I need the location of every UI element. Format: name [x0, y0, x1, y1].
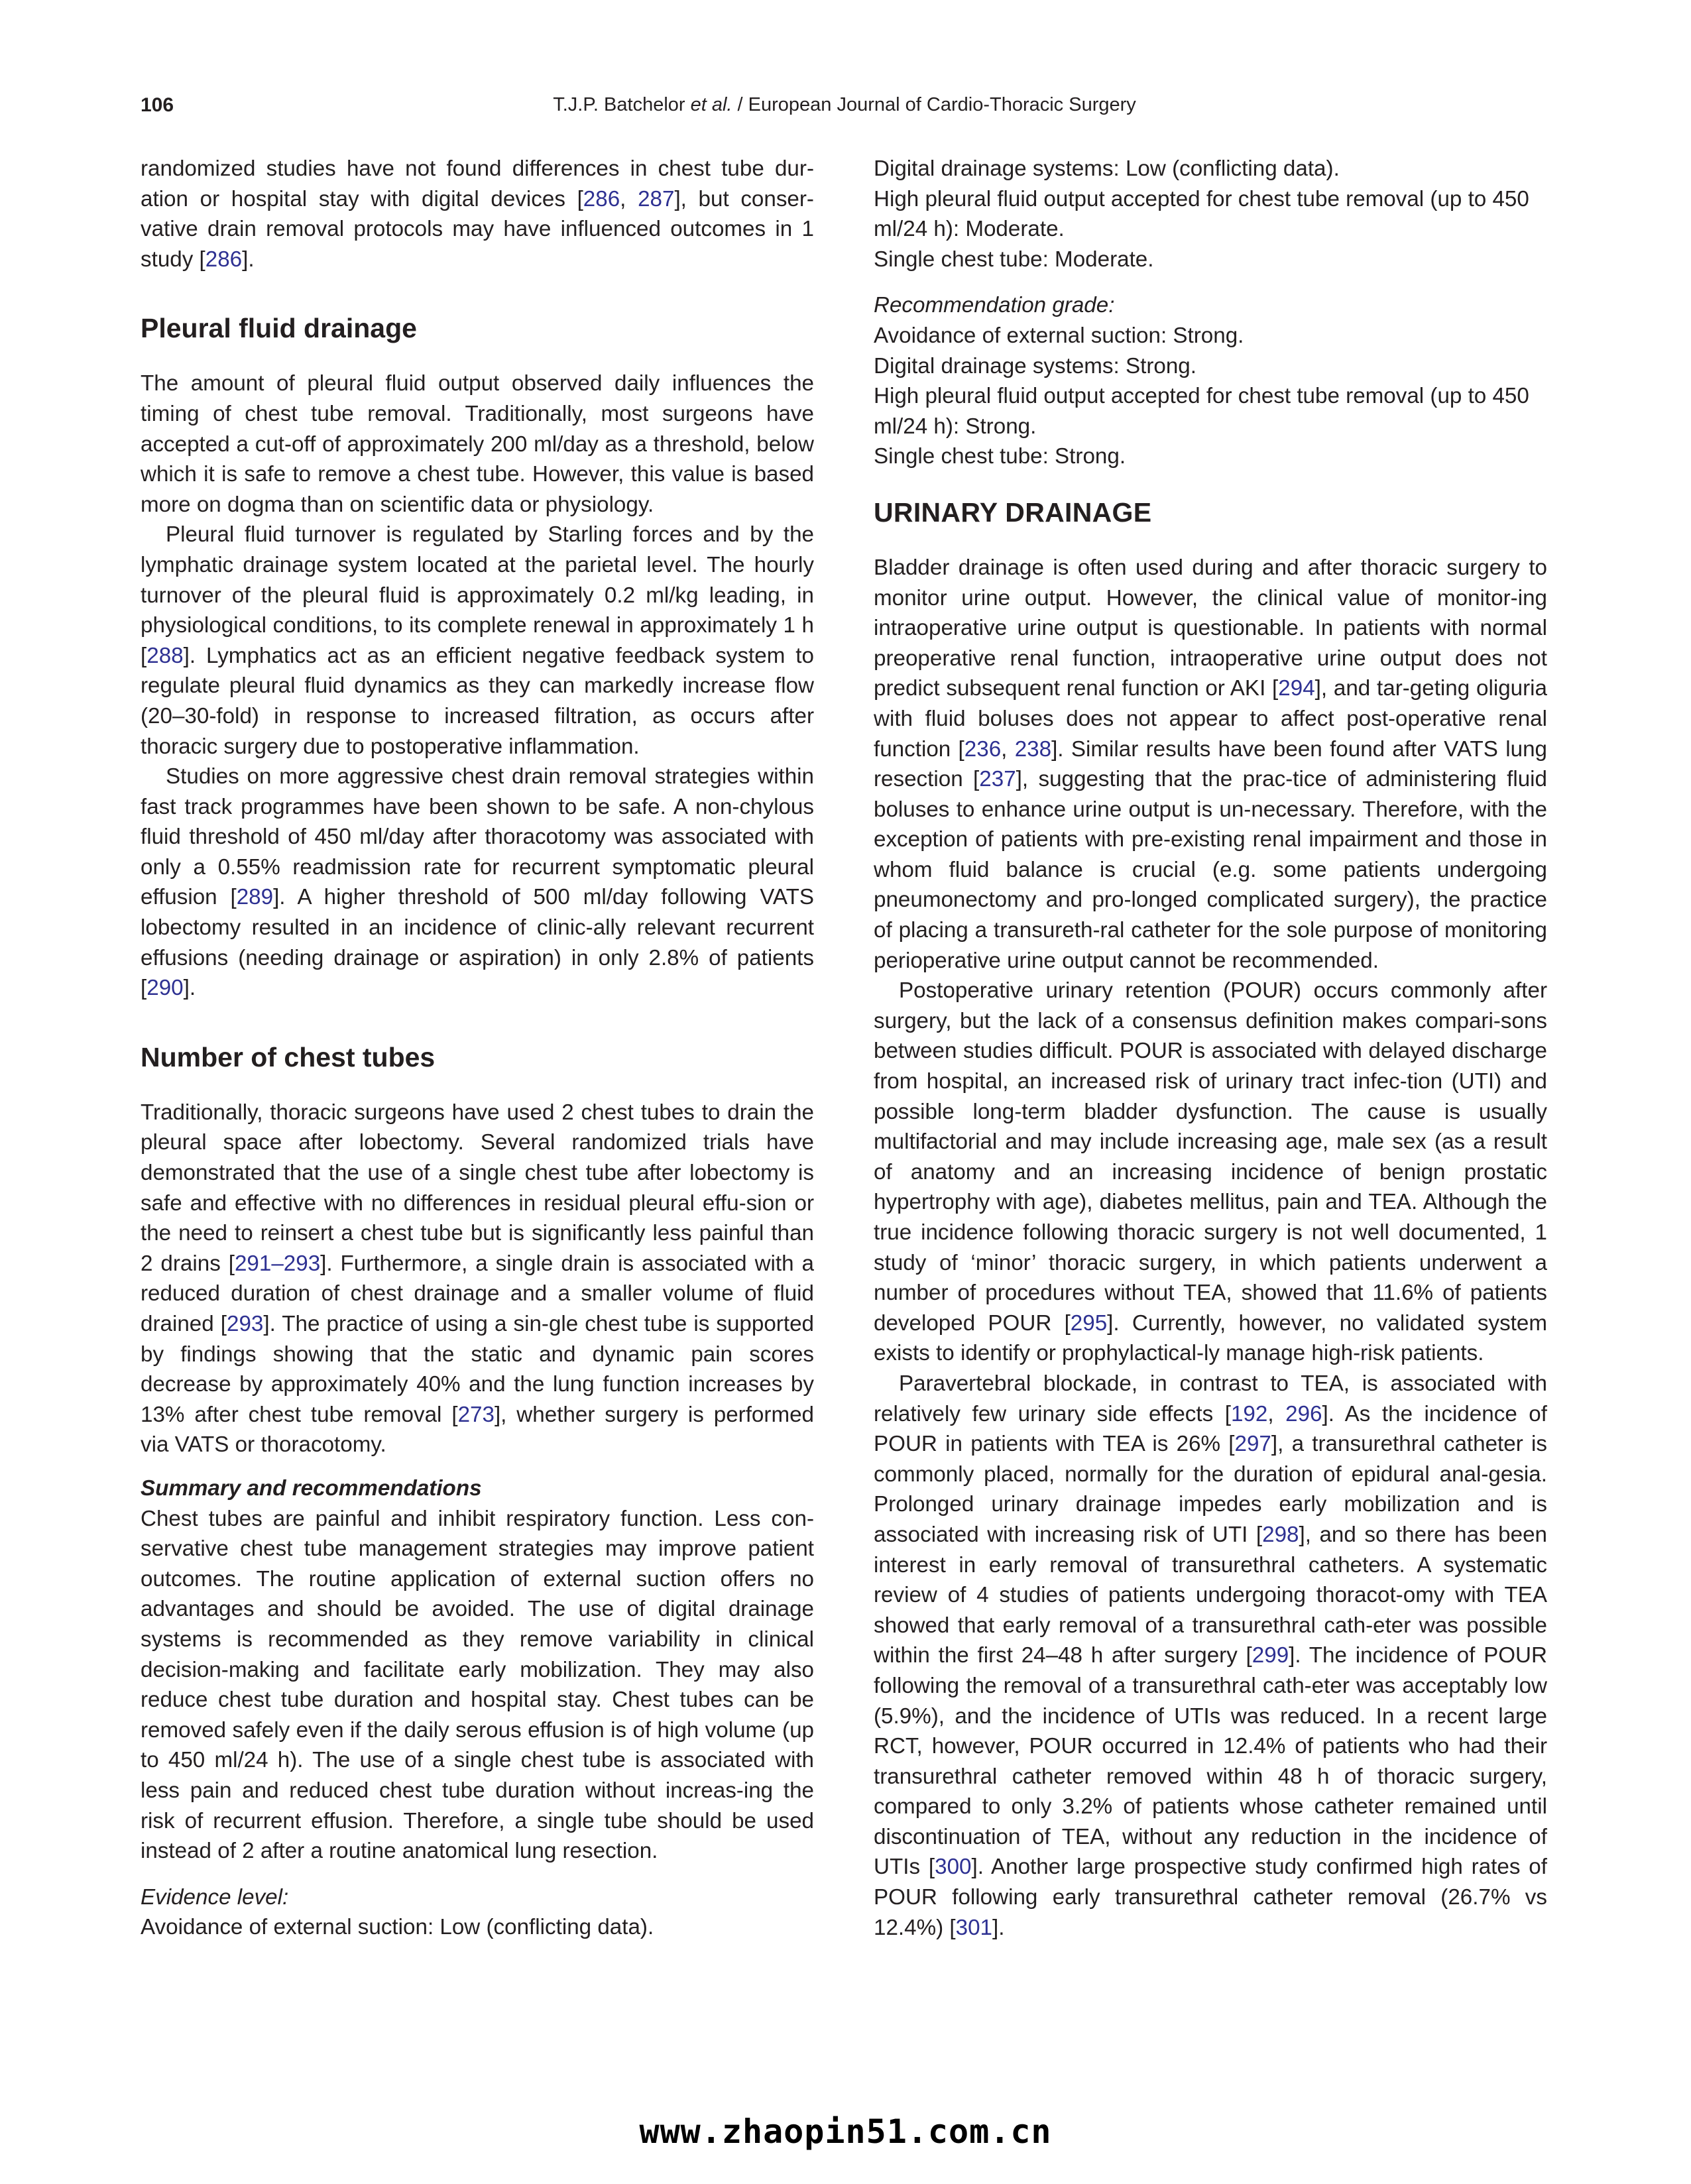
body-text: , — [1001, 736, 1015, 762]
recommendation-digital-drainage: Digital drainage systems: Strong. — [874, 353, 1196, 378]
citation-link[interactable]: 236 — [964, 736, 1002, 762]
body-text: ]. A higher threshold of 500 ml/day following VATS lobectomy resulted in an incidence of clinic-ally relevant recurrent effusions (needing drainage or aspiration) in only 2.8% of patients [ — [141, 885, 814, 1001]
citation-link[interactable]: 294 — [1278, 676, 1315, 701]
running-header — [141, 94, 1548, 127]
citation-link[interactable]: 290 — [146, 976, 184, 1001]
body-text: ]. Lymphatics act as an efficient negative feedback system to regulate pleural fluid dynamics as they can markedly increase flow (20–30-fold) in response to increased filtration, as occurs after thoracic surgery due to postoperative inflammation. — [141, 643, 814, 759]
body-text: ], a transurethral catheter is commonly placed, normally for the duration of epidural anal-gesia. Prolonged urinary drainage impedes early mobilization and is associated with increasing risk of UTI [ — [874, 1432, 1547, 1547]
body-text: ]. The practice of using a sin-gle chest tube is supported by findings showing that the static and dynamic pain scores decrease by approximately 40% and the lung function increases by 13% after chest tube removal [ — [141, 1312, 814, 1427]
paragraph-paravertebral — [874, 1369, 1547, 1943]
citation-link[interactable]: 237 — [979, 767, 1016, 792]
citation-link[interactable]: 297 — [1234, 1432, 1271, 1457]
recommendation-high-output: High pleural fluid output accepted for chest tube removal (up to 450 ml/24 h): Strong. — [874, 384, 1529, 439]
evidence-external-suction: Avoidance of external suction: Low (conflicting data). — [141, 1915, 654, 1940]
body-text: Paravertebral blockade, in contrast to TEA, is associated with relatively few urinary side effects [ — [874, 1371, 1547, 1426]
body-text: Pleural fluid turnover is regulated by Starling forces and by the lymphatic drainage system located at the parietal level. The hourly turnover of the pleural fluid is approximately 0.2 ml/kg leading, in physiological conditions, to its complete renewal in approximately 1 h [ — [141, 522, 814, 668]
heading-pleural-fluid-drainage: Pleural fluid drainage — [141, 313, 417, 344]
citation-link[interactable]: 273 — [457, 1402, 495, 1427]
paragraph-pleural-turnover — [141, 520, 814, 762]
recommendation-single-tube: Single chest tube: Strong. — [874, 444, 1126, 469]
citation-link[interactable]: 288 — [146, 643, 184, 668]
paragraph-pour — [874, 976, 1547, 1369]
evidence-high-output: High pleural fluid output accepted for chest tube removal (up to 450 ml/24 h): Moderate. — [874, 186, 1529, 242]
body-text: ]. The incidence of POUR following the removal of a transurethral cath-eter was acceptably low (5.9%), and the incidence of UTIs was reduced. In a recent large RCT, however, POUR occurred in 12.4% of patients who had their transurethral catheter removed within 48 h of thoracic surgery, compared to only 3.2% of patients whose catheter remained until discontinuation of TEA, without any reduction in the incidence of UTIs [ — [874, 1643, 1547, 1880]
paragraph-single-chest-tube — [141, 1098, 814, 1460]
paragraph-removal-strategies — [141, 762, 814, 1004]
right-column — [874, 154, 1547, 1943]
body-text: Chest tubes are painful and inhibit respiratory function. Less con-servative chest tube management strategies may improve patient outcomes. The routine application of external suction offers no advantages and should be avoided. The use of digital drainage systems is recommended as they remove variability in clinical decision-making and facilitate early mobilization. They may also reduce chest tube duration and hospital stay. Chest tubes can be removed safely even if the daily serous effusion is of high volume (up to 450 ml/24 h). The use of a single chest tube is associated with less pain and reduced chest tube duration without increas-ing the risk of recurrent effusion. Therefore, a single tube should be used instead of 2 after a routine anatomical lung resection. — [141, 1506, 814, 1864]
citation-link[interactable]: 286 — [583, 186, 620, 211]
body-text: ], but conser-vative drain removal protocols may have influenced outcomes in 1 study [ — [141, 186, 814, 272]
evidence-single-tube: Single chest tube: Moderate. — [874, 247, 1154, 272]
body-text: ]. — [242, 247, 255, 272]
heading-number-of-chest-tubes: Number of chest tubes — [141, 1041, 436, 1072]
body-text: ], and so there has been interest in early removal of transurethral catheters. A systematic review of 4 studies of patients undergoing thoracot-omy with TEA showed that early removal of a transurethral cath-eter was possible within the first 24–48 h after surgery [ — [874, 1522, 1548, 1668]
citation-link[interactable]: 301 — [955, 1915, 992, 1940]
paragraph-bladder-drainage — [874, 553, 1547, 976]
body-text: ], and tar-geting oliguria with fluid boluses does not appear to affect post-operative renal function [ — [874, 676, 1547, 762]
recommendation-grade-label: Recommendation grade: — [874, 293, 1115, 318]
body-text: ]. Currently, however, no validated system exists to identify or prophylactical-ly manage high-risk patients. — [874, 1310, 1547, 1366]
paragraph-digital-intro — [141, 154, 814, 274]
citation-link[interactable]: 293 — [227, 1312, 264, 1336]
body-text: ]. — [992, 1915, 1005, 1940]
body-text: Postoperative urinary retention (POUR) occurs commonly after surgery, but the lack of a consensus definition makes compari-sons between studies difficult. POUR is associated with delayed discharge from hospital, an increased risk of urinary tract infec-tion (UTI) and possible long-term bladder dysfunction. The cause is usually multifactorial and may include increasing age, male sex (as a result of anatomy and an increasing incidence of benign prostatic hypertrophy with age), diabetes mellitus, pain and TEA. Although the true incidence following thoracic surgery is not well documented, 1 study of ‘minor’ thoracic surgery, in which patients underwent a number of procedures without TEA, showed that 11.6% of patients developed POUR [ — [874, 978, 1547, 1336]
body-text: ]. Furthermore, a single drain is associated with a reduced duration of chest drainage and a smaller volume of fluid drained [ — [141, 1251, 814, 1336]
citation-link[interactable]: 238 — [1014, 736, 1052, 762]
body-text: ]. — [183, 976, 196, 1001]
paragraph-summary — [141, 1504, 814, 1867]
evidence-level-label: Evidence level: — [141, 1884, 289, 1910]
body-text: ]. Another large prospective study confirmed high rates of POUR following early transurethral catheter removal (26.7% vs 12.4%) [ — [874, 1855, 1547, 1940]
paragraph-pleural-output — [141, 369, 814, 520]
body-text: ], suggesting that the prac-tice of administering fluid boluses to enhance urine output is un-necessary. Therefore, with the exception of patients with pre-existing renal impairment and those in whom fluid balance is crucial (e.g. some patients undergoing pneumonectomy and pro-longed complicated surgery), the practice of placing a transureth-ral catheter for the sole purpose of monitoring perioperative urine output cannot be recommended. — [874, 767, 1547, 973]
body-text: randomized studies have not found differences in chest tube dur-ation or hospital stay with digital devices [ — [141, 156, 814, 211]
body-text: Bladder drainage is often used during and after thoracic surgery to monitor urine output. However, the clinical value of monitor-ing intraoperative urine output is questionable. In patients with normal preoperative renal function, intraoperative urine output does not predict subsequent renal function or AKI [ — [874, 555, 1547, 701]
body-text: Studies on more aggressive chest drain removal strategies within fast track programmes have been shown to be safe. A non-chylous fluid threshold of 450 ml/day after thoracotomy was associated with only a 0.55% readmission rate for recurrent symptomatic pleural effusion [ — [141, 764, 814, 910]
heading-urinary-drainage: URINARY DRAINAGE — [874, 496, 1152, 528]
watermark-url: www.zhaopin51.com.cn — [639, 2112, 1052, 2151]
citation-link[interactable]: 295 — [1070, 1310, 1108, 1336]
left-column — [141, 154, 814, 1943]
evidence-digital-drainage: Digital drainage systems: Low (conflicting data). — [874, 156, 1340, 181]
body-text: ]. Similar results have been found after VATS lung resection [ — [874, 736, 1547, 792]
body-text: The amount of pleural fluid output observed daily influences the timing of chest tube removal. Traditionally, most surgeons have accepted a cut-off of approximately 200 ml/day as a threshold, below which it is safe to remove a chest tube. However, this value is based more on dogma than on scientific data or physiology. — [141, 371, 814, 517]
heading-summary-recommendations: Summary and recommendations — [141, 1475, 482, 1501]
body-text: ], whether surgery is performed via VATS or thoracotomy. — [141, 1402, 815, 1458]
citation-link[interactable]: 300 — [935, 1855, 972, 1880]
citation-link[interactable]: 289 — [236, 885, 274, 910]
citation-link[interactable]: 298 — [1262, 1522, 1299, 1547]
citation-link[interactable]: 299 — [1252, 1643, 1289, 1668]
citation-link[interactable]: 286 — [205, 247, 243, 272]
page-number: 106 — [141, 94, 174, 116]
body-text: Traditionally, thoracic surgeons have used 2 chest tubes to drain the pleural space after lobectomy. Several randomized trials have demonstrated that the use of a single chest tube after lobectomy is safe and effective with no differences in residual pleural effu-sion or the need to reinsert a chest tube but is significantly less painful than 2 drains [ — [141, 1100, 814, 1276]
citation-link[interactable]: 192 — [1230, 1401, 1268, 1426]
body-text: , — [620, 186, 638, 211]
recommendation-external-suction: Avoidance of external suction: Strong. — [874, 323, 1244, 348]
body-text: , — [1267, 1401, 1286, 1426]
citation-link[interactable]: 296 — [1285, 1401, 1322, 1426]
body-text: ]. As the incidence of POUR in patients with TEA is 26% [ — [874, 1401, 1547, 1457]
citation-link[interactable]: 291–293 — [234, 1251, 321, 1276]
running-title: T.J.P. Batchelor et al. / European Journal of Cardio-Thoracic Surgery — [553, 94, 1136, 115]
citation-link[interactable]: 287 — [638, 186, 675, 211]
